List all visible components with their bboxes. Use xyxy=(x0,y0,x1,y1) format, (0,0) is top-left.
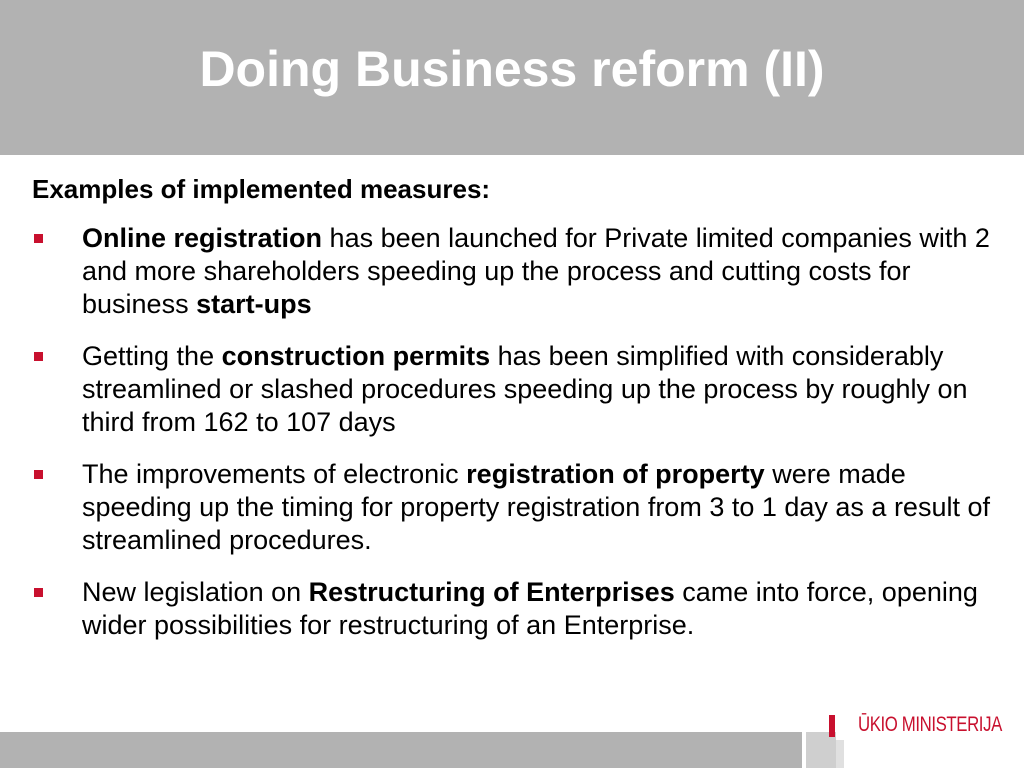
bullet-text: has been simplified with considerably streamlined or slashed procedures speeding up the process by roughly on third from 162 to 107 days xyxy=(82,341,968,437)
bullet-item-restructuring-of-enterprises xyxy=(32,576,1002,642)
section-heading: Examples of implemented measures: xyxy=(32,174,491,204)
footer-logo-block xyxy=(806,732,836,768)
bullet-text: came into force, opening wider possibilities for restructuring of an Enterprise. xyxy=(82,577,978,640)
bullet-bold-text: Online registration xyxy=(82,223,323,253)
bullet-text: The improvements of electronic xyxy=(82,459,467,489)
bullet-text: were made speeding up the timing for property registration from 3 to 1 day as a result of streamlined procedures. xyxy=(82,459,990,555)
bullet-item-online-registration xyxy=(32,222,1002,321)
square-bullet-icon xyxy=(34,470,43,479)
bullet-bold-text: construction permits xyxy=(221,341,491,371)
bullet-item-registration-of-property xyxy=(32,458,1002,557)
footer-logo-block xyxy=(836,740,844,768)
square-bullet-icon xyxy=(34,234,43,243)
bullet-list xyxy=(32,222,1002,642)
bullet-bold-text: Restructuring of Enterprises xyxy=(308,577,675,607)
ministry-logo-text: ŪKIO MINISTERIJA xyxy=(858,713,1002,736)
bullet-item-construction-permits xyxy=(32,340,1002,439)
bullet-bold-text: registration of property xyxy=(466,459,765,489)
bullet-text: New legislation on xyxy=(82,577,309,607)
bullet-bold-text: start-ups xyxy=(196,289,312,319)
bullet-text: Getting the xyxy=(82,341,222,371)
ministry-logo-mark-icon xyxy=(829,715,835,737)
square-bullet-icon xyxy=(34,352,43,361)
bullet-text: has been launched for Private limited companies with 2 and more shareholders speeding up the process and cutting costs for business xyxy=(82,223,990,319)
square-bullet-icon xyxy=(34,588,43,597)
slide-content xyxy=(32,170,1002,661)
slide-title: Doing Business reform (II) xyxy=(199,41,825,97)
footer-bar xyxy=(0,732,802,768)
